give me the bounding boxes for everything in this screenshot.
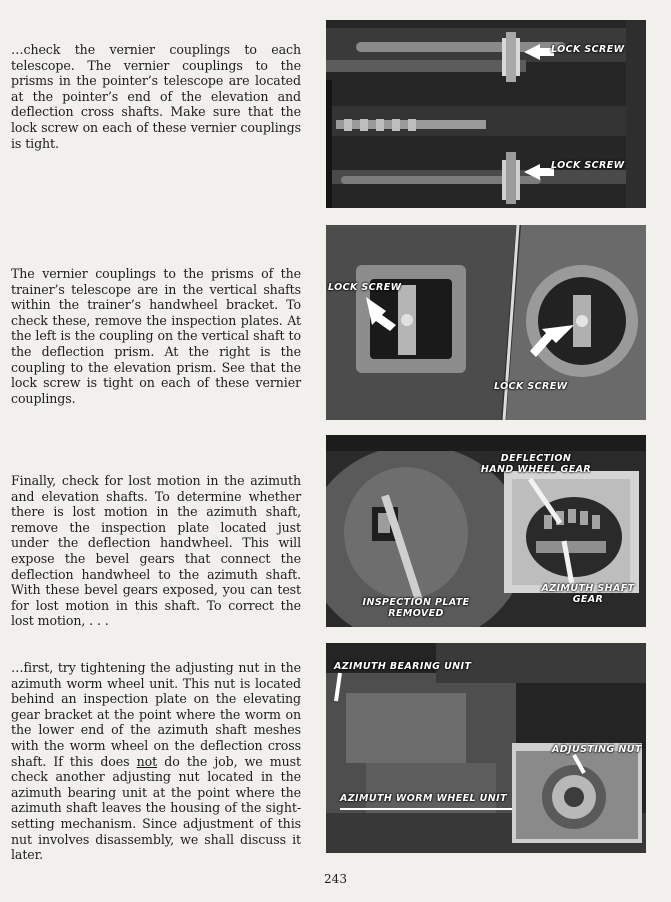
label-lock-screw-right: LOCK SCREW (494, 381, 568, 392)
photo-trainer-couplings-image (326, 225, 646, 420)
label-inspection-plate (356, 597, 476, 619)
label-lock-screw-top: LOCK SCREW (551, 44, 625, 55)
photo-pointer-couplings (326, 20, 646, 208)
label-azimuth-shaft-gear-line2: GEAR (572, 594, 604, 605)
label-azimuth-shaft-gear-line1: AZIMUTH SHAFT (541, 583, 635, 594)
emphasis-not: not (136, 753, 158, 769)
paragraph-vernier-trainer: The vernier couplings to the prisms of the trainer’s telescope are in the vertical shafts within the trainer’s handwheel bracket. To check these, remove the inspection plates. At the left is the coupling on the vertical shaft to the deflection prism. At the right is the coupling to the elevation prism. See that the lock screw is tight on each of these vernier couplings. (11, 266, 301, 406)
photo-trainer-couplings (326, 225, 646, 420)
label-deflection-gear-line2: HAND WHEEL GEAR (480, 464, 592, 475)
label-deflection-gear-line1: DEFLECTION (500, 453, 572, 464)
page-number: 243 (324, 872, 347, 886)
label-lock-screw-bottom: LOCK SCREW (551, 160, 625, 171)
label-deflection-gear (476, 453, 596, 475)
paragraph-adjusting-nut-part1: …first, try tightening the adjusting nut in the azimuth worm wheel unit. This nut is located behind an inspection plate on the elevating gear bracket at the point where the worm on the lower end of the azimuth shaft meshes with the worm wheel on the deflection cross shaft. If this does (11, 660, 301, 769)
photo-bevel-gears (326, 435, 646, 627)
paragraph-adjusting-nut-part2: do the job, we must check another adjusting nut located in the azimuth bearing unit at the point where the azimuth shaft leaves the housing of the sight-setting mechanism. Since adjustment of this nut involves disassembly, we shall discuss it later. (11, 753, 301, 863)
paragraph-lost-motion: Finally, check for lost motion in the azimuth and elevation shafts. To determine whether there is lost motion in the azimuth shaft, remove the inspection plate located just under the deflection handwheel. This will expose the bevel gears that connect the deflection handwheel to the azimuth shaft. With these bevel gears exposed, you can test for lost motion in this shaft. To correct the lost motion, . . . (11, 473, 301, 629)
paragraph-vernier-pointer: …check the vernier couplings to each telescope. The vernier couplings to the prisms in the pointer’s telescope are located at the pointer’s end of the elevation and deflection cross shafts. Make sure that the lock screw on each of these vernier couplings is tight. (11, 42, 301, 151)
photo-azimuth-units (326, 643, 646, 853)
label-azimuth-worm-wheel-unit: AZIMUTH WORM WHEEL UNIT (340, 793, 507, 804)
paragraph-adjusting-nut (11, 660, 301, 863)
label-inspection-plate-line1: INSPECTION PLATE (362, 597, 470, 608)
label-inspection-plate-line2: REMOVED (388, 608, 444, 619)
label-lock-screw-left: LOCK SCREW (328, 282, 402, 293)
label-azimuth-bearing-unit: AZIMUTH BEARING UNIT (334, 661, 472, 672)
label-azimuth-shaft-gear (538, 583, 638, 605)
label-adjusting-nut: ADJUSTING NUT (552, 744, 642, 755)
